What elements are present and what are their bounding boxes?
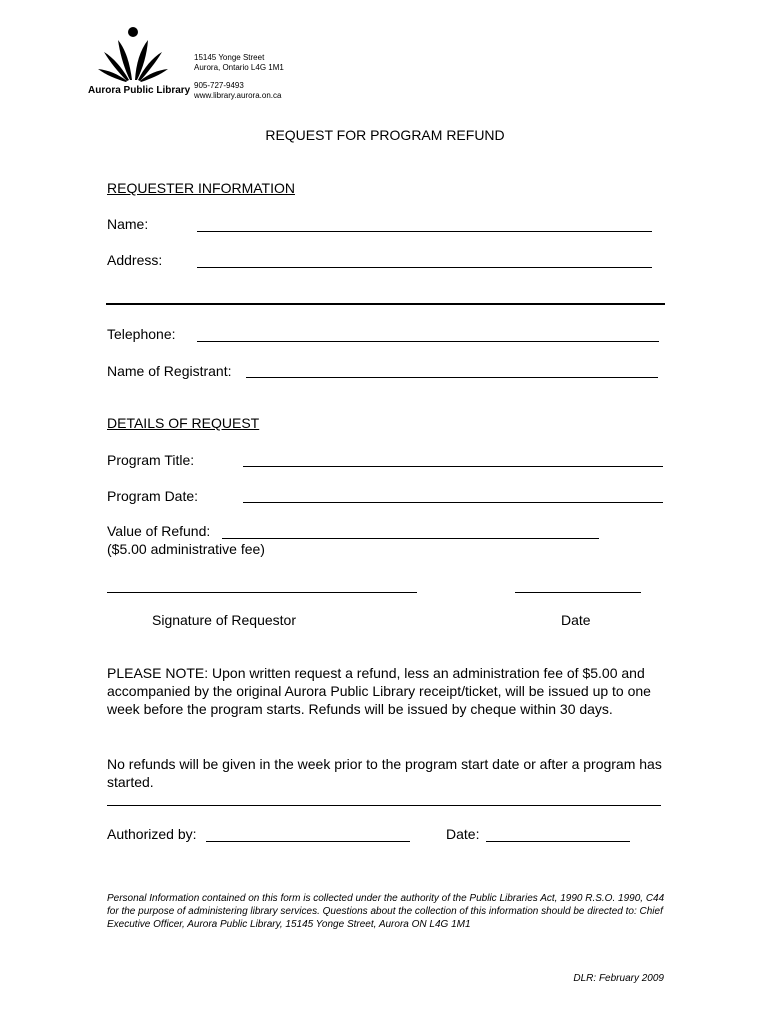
program-title-label: Program Title: xyxy=(107,452,195,468)
program-date-label: Program Date: xyxy=(107,488,199,504)
auth-date-label: Date: xyxy=(446,826,480,842)
address-line-2: Aurora, Ontario L4G 1M1 xyxy=(194,63,284,72)
authorized-field[interactable] xyxy=(206,841,410,842)
please-note-text: PLEASE NOTE: Upon written request a refund, less an administration fee of $5.00 and accompanied by the original Aurora Public Library receipt/ticket, will be issued up to one week before the program starts. Refunds will be issued by cheque within 30 days. xyxy=(107,665,651,717)
value-field[interactable] xyxy=(222,538,599,539)
fee-note: ($5.00 administrative fee) xyxy=(107,541,265,557)
address-field-line-2[interactable] xyxy=(106,303,665,305)
logo-text: Aurora Public Library xyxy=(88,85,191,96)
name-label: Name: xyxy=(107,216,149,232)
registrant-label: Name of Registrant: xyxy=(107,363,232,379)
phone-number: 905-727-9493 xyxy=(194,81,244,90)
footer-revision: DLR: February 2009 xyxy=(573,973,664,984)
registrant-field[interactable] xyxy=(246,377,658,378)
website: www.library.aurora.on.ca xyxy=(194,91,282,100)
requester-heading: REQUESTER INFORMATION xyxy=(107,180,295,196)
address-line-1: 15145 Yonge Street xyxy=(194,53,265,62)
details-heading: DETAILS OF REQUEST xyxy=(107,415,260,431)
no-refunds-text: No refunds will be given in the week prior to the program start date or after a program has started. xyxy=(107,756,662,790)
program-date-field[interactable] xyxy=(243,502,663,503)
address-field[interactable] xyxy=(197,267,652,268)
address-label: Address: xyxy=(107,252,163,268)
signature-label: Signature of Requestor xyxy=(152,612,296,628)
library-logo-icon xyxy=(96,26,176,84)
signature-date-label: Date xyxy=(561,612,591,628)
signature-field[interactable] xyxy=(107,592,417,593)
auth-date-field[interactable] xyxy=(486,841,630,842)
form-title: REQUEST FOR PROGRAM REFUND xyxy=(265,127,505,143)
authorized-label: Authorized by: xyxy=(107,826,197,842)
value-label: Value of Refund: xyxy=(107,523,211,539)
telephone-label: Telephone: xyxy=(107,326,176,342)
program-title-field[interactable] xyxy=(243,466,663,467)
telephone-field[interactable] xyxy=(197,341,659,342)
privacy-notice: Personal Information contained on this form is collected under the authority of the Public Libraries Act, 1990 R.S.O. 1990, C44 for the purpose of administering library services. Questions about the collection of this information should be directed to: Chief Executive Officer, Aurora Public Library, 15145 Yonge Street, Aurora ON L4G 1M1 xyxy=(107,893,665,930)
name-field[interactable] xyxy=(197,231,652,232)
signature-date-field[interactable] xyxy=(515,592,641,593)
divider xyxy=(107,805,661,806)
